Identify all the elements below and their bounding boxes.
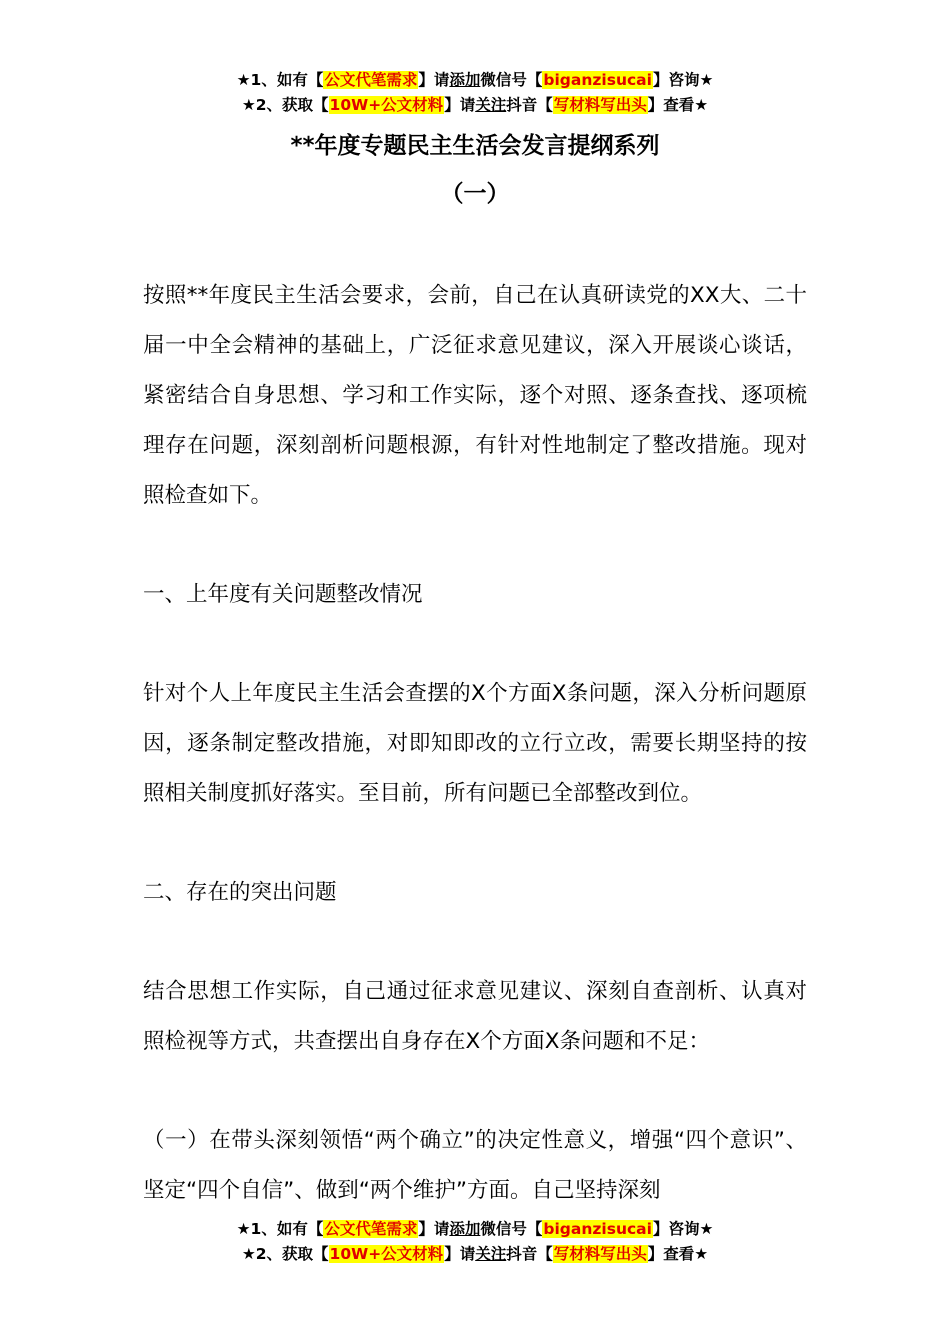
star-icon: ★ bbox=[699, 71, 714, 89]
banner-line-2: ★2、获取【10W+公文材料】请关注抖音【写材料写出头】查看★ bbox=[241, 1245, 709, 1263]
banner-line-1: ★1、如有【公文代笔需求】请添加微信号【biganzisucai】咨询★ bbox=[236, 71, 714, 89]
section-1-paragraph: 针对个人上年度民主生活会查摆的X个方面X条问题，深入分析问题原因，逐条制定整改措施，对即知即改的立行立改，需要长期坚持的按照相关制度抓好落实。至目前，所有问题已全部整改到位。 bbox=[143, 681, 807, 806]
highlight-materials: 10W+公文材料 bbox=[329, 1245, 444, 1263]
star-icon: ★ bbox=[236, 1220, 251, 1238]
highlight-ghostwriting: 公文代笔需求 bbox=[324, 1220, 418, 1238]
star-icon: ★ bbox=[699, 1220, 714, 1238]
section-heading-2: 二、存在的突出问题 bbox=[143, 880, 337, 905]
star-icon: ★ bbox=[694, 1245, 709, 1263]
star-icon: ★ bbox=[236, 71, 251, 89]
footer-banner bbox=[0, 1217, 950, 1267]
section-heading-1: 一、上年度有关问题整改情况 bbox=[143, 582, 423, 607]
document-body bbox=[143, 271, 807, 1265]
star-icon: ★ bbox=[241, 1245, 256, 1263]
banner-line-2: ★2、获取【10W+公文材料】请关注抖音【写材料写出头】查看★ bbox=[241, 96, 709, 114]
star-icon: ★ bbox=[694, 96, 709, 114]
header-banner bbox=[0, 68, 950, 118]
section-2-paragraph: 结合思想工作实际，自己通过征求意见建议、深刻自查剖析、认真对照检视等方式，共查摆出自身存在X个方面X条问题和不足： bbox=[143, 979, 807, 1054]
highlight-wechat-id: biganzisucai bbox=[543, 71, 652, 89]
highlight-douyin-account: 写材料写出头 bbox=[553, 96, 647, 114]
document-title: **年度专题民主生活会发言提纲系列 bbox=[290, 133, 660, 159]
intro-paragraph: 按照**年度民主生活会要求，会前，自己在认真研读党的XX大、二十届一中全会精神的基础上，广泛征求意见建议，深入开展谈心谈话，紧密结合自身思想、学习和工作实际，逐个对照、逐条查找、逐项梳理存在问题，深刻剖析问题根源，有针对性地制定了整改措施。现对照检查如下。 bbox=[143, 283, 807, 508]
highlight-wechat-id: biganzisucai bbox=[543, 1220, 652, 1238]
subsection-1-paragraph: （一）在带头深刻领悟“两个确立”的决定性意义，增强“四个意识”、坚定“四个自信”、做到“两个维护”方面。自己坚持深刻 bbox=[143, 1128, 807, 1203]
banner-line-1: ★1、如有【公文代笔需求】请添加微信号【biganzisucai】咨询★ bbox=[236, 1220, 714, 1238]
highlight-douyin-account: 写材料写出头 bbox=[553, 1245, 647, 1263]
document-subtitle: （一） bbox=[440, 181, 510, 207]
highlight-materials: 10W+公文材料 bbox=[329, 96, 444, 114]
highlight-ghostwriting: 公文代笔需求 bbox=[324, 71, 418, 89]
star-icon: ★ bbox=[241, 96, 256, 114]
